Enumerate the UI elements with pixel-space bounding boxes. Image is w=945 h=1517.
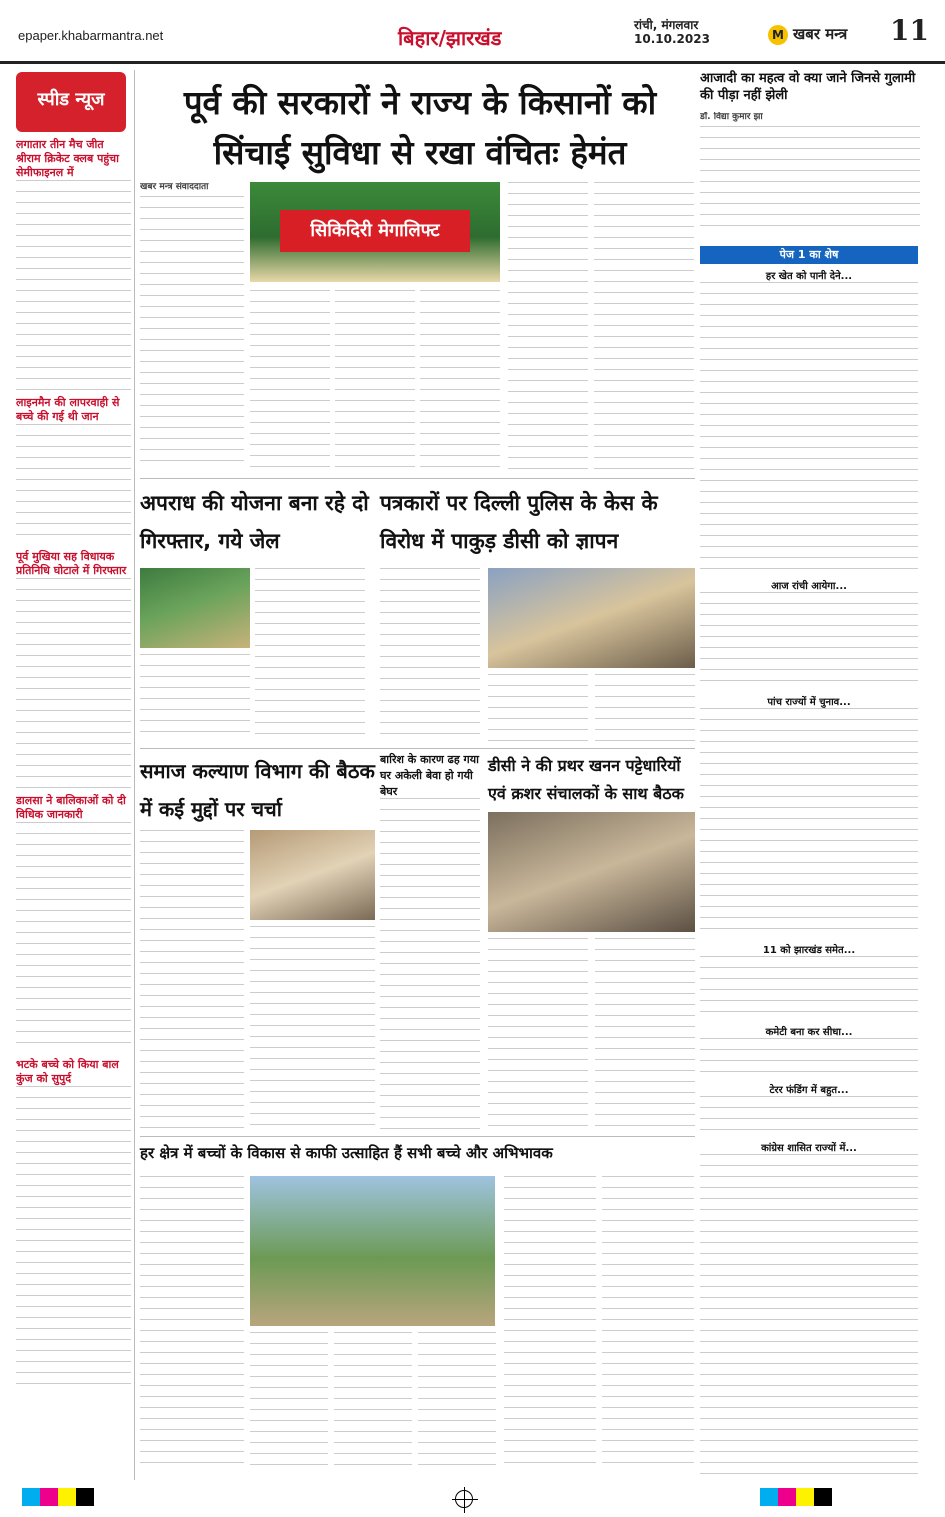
swatch-magenta (40, 1488, 58, 1506)
left-body-5 (16, 1086, 131, 1386)
site-url[interactable]: epaper.khabarmantra.net (18, 28, 164, 43)
speed-news-column (16, 72, 131, 1472)
lead-story-col-1 (140, 182, 244, 472)
apradh-text-2 (255, 568, 365, 742)
right-sub-1: हर खेत को पानी देने... (765, 271, 853, 282)
right-sub-4: 11 को झारखंड समेत... (762, 945, 856, 956)
left-headline-5: भटके बच्चे को किया बाल कुंज को सुपुर्द (16, 1058, 119, 1085)
swatch-cyan (22, 1488, 40, 1506)
continued-label: पेज 1 का शेष (700, 246, 918, 264)
right-top-story (700, 112, 920, 240)
swatch-black-r (814, 1488, 832, 1506)
swatch-yellow (58, 1488, 76, 1506)
registration-mark-icon (455, 1490, 473, 1508)
color-bar-right (760, 1488, 832, 1506)
dc-khanan-text-1 (488, 938, 588, 1130)
section-title: बिहार/झारखंड (398, 26, 502, 50)
patrakar-photo (488, 568, 695, 668)
swatch-magenta-r (778, 1488, 796, 1506)
bachche-text-3 (334, 1332, 412, 1472)
story-samaj-headline: समाज कल्याण विभाग की बैठक में कई मुद्दों पर चर्चा (140, 759, 375, 821)
left-body-1 (16, 180, 131, 390)
story-patrakar-headline: पत्रकारों पर दिल्ली पुलिस के केस के विरोध में पाकुड़ डीसी को ज्ञापन (380, 491, 658, 553)
brand-icon: M (768, 25, 788, 45)
masthead (0, 0, 945, 64)
left-body-4 (16, 822, 131, 1052)
row-divider-3 (140, 1136, 695, 1137)
right-text-1 (700, 282, 918, 574)
right-text-7 (700, 1154, 918, 1474)
swatch-cyan-r (760, 1488, 778, 1506)
left-body-3 (16, 578, 131, 788)
apradh-photo (140, 568, 250, 648)
lead-text-1 (140, 196, 244, 466)
issue-date: 10.10.2023 (634, 32, 710, 46)
story-apradh-headline: अपराध की योजना बना रहे दो गिरफ्तार, गये जेल (140, 491, 369, 553)
left-headline-4: डालसा ने बालिकाओं को दी विधिक जानकारी (16, 794, 126, 821)
patrakar-text-1 (380, 568, 480, 742)
samaj-text-1 (140, 830, 244, 1130)
color-bar-left (22, 1488, 94, 1506)
right-text-4 (700, 956, 918, 1020)
lead-story-col-6 (594, 182, 694, 472)
right-text-6 (700, 1096, 918, 1136)
right-sub-2: आज रांची आयेगा... (771, 581, 847, 592)
story-dc-khanan-headline: डीसी ने की प्रथर खनन पट्टेधारियों एवं क्रशर संचालकों के साथ बैठक (488, 756, 684, 803)
right-sub-7: कांग्रेस शासित राज्यों में... (761, 1143, 857, 1154)
right-headline: आजादी का महत्व वो क्या जाने जिनसे गुलामी की पीड़ा नहीं झेली (700, 71, 916, 103)
brand-logo (768, 24, 847, 45)
page-number: 11 (890, 14, 929, 47)
swatch-yellow-r (796, 1488, 814, 1506)
lead-story-col-2 (250, 290, 330, 470)
lead-story-col-4 (420, 290, 500, 470)
barish-text (380, 798, 480, 1130)
right-top-text (700, 126, 920, 236)
banner-sign: सिकिदिरी मेगालिफ्ट (280, 210, 470, 252)
left-body-2 (16, 424, 131, 544)
samaj-photo (250, 830, 375, 920)
story-barish-headline: बारिश के कारण ढह गया घर अकेली बेवा हो गयी बेघर (380, 753, 479, 798)
left-headline-1: लगातार तीन मैच जीत श्रीराम क्रिकेट क्लब पहुंचा सेमीफाइनल में (16, 138, 119, 179)
right-sub-6: टेरर फंडिंग में बहुत... (769, 1085, 849, 1096)
right-text-2 (700, 592, 918, 690)
bachche-photo (250, 1176, 495, 1326)
swatch-black (76, 1488, 94, 1506)
patrakar-text-2 (488, 674, 588, 742)
samaj-text-2 (250, 926, 375, 1130)
bachche-text-5 (504, 1176, 596, 1472)
right-sub-3: पांच राज्यों में चुनाव... (767, 697, 851, 708)
apradh-text-1 (140, 654, 250, 742)
bachche-text-1 (140, 1176, 244, 1472)
patrakar-text-3 (595, 674, 695, 742)
right-byline: डॉ. विद्या कुमार झा (700, 112, 763, 122)
lead-headline: पूर्व की सरकारों ने राज्य के किसानों को सिंचाई सुविधा से रखा वंचितः हेमंत (183, 83, 657, 172)
dc-khanan-photo (488, 812, 695, 932)
lead-byline: खबर मन्त्र संवाददाता (140, 182, 209, 192)
left-headline-2: लाइनमैन की लापरवाही से बच्चे की गई थी जान (16, 396, 120, 423)
right-text-3 (700, 708, 918, 938)
bachche-text-4 (418, 1332, 496, 1472)
date-block (634, 18, 710, 46)
column-divider (134, 70, 135, 1480)
row-divider (140, 478, 695, 479)
speed-news-badge: स्पीड न्यूज (16, 72, 126, 132)
row-divider-2 (140, 748, 695, 749)
right-sub-5: कमेटी बना कर सीधा... (765, 1027, 853, 1038)
lead-story-col-3 (335, 290, 415, 470)
left-headline-3: पूर्व मुखिया सह विधायक प्रतिनिधि घोटाले में गिरफ्तार (16, 550, 127, 577)
dc-khanan-text-2 (595, 938, 695, 1130)
bachche-text-6 (602, 1176, 694, 1472)
city-day: रांची, मंगलवार (634, 18, 699, 32)
bachche-text-2 (250, 1332, 328, 1472)
story-bachche-headline: हर क्षेत्र में बच्चों के विकास से काफी उत्साहित हैं सभी बच्चे और अभिभावक (140, 1144, 553, 1162)
lead-story-col-5 (508, 182, 588, 472)
right-text-5 (700, 1038, 918, 1078)
brand-name: खबर मन्त्र (793, 25, 848, 43)
lead-photo (250, 182, 500, 282)
